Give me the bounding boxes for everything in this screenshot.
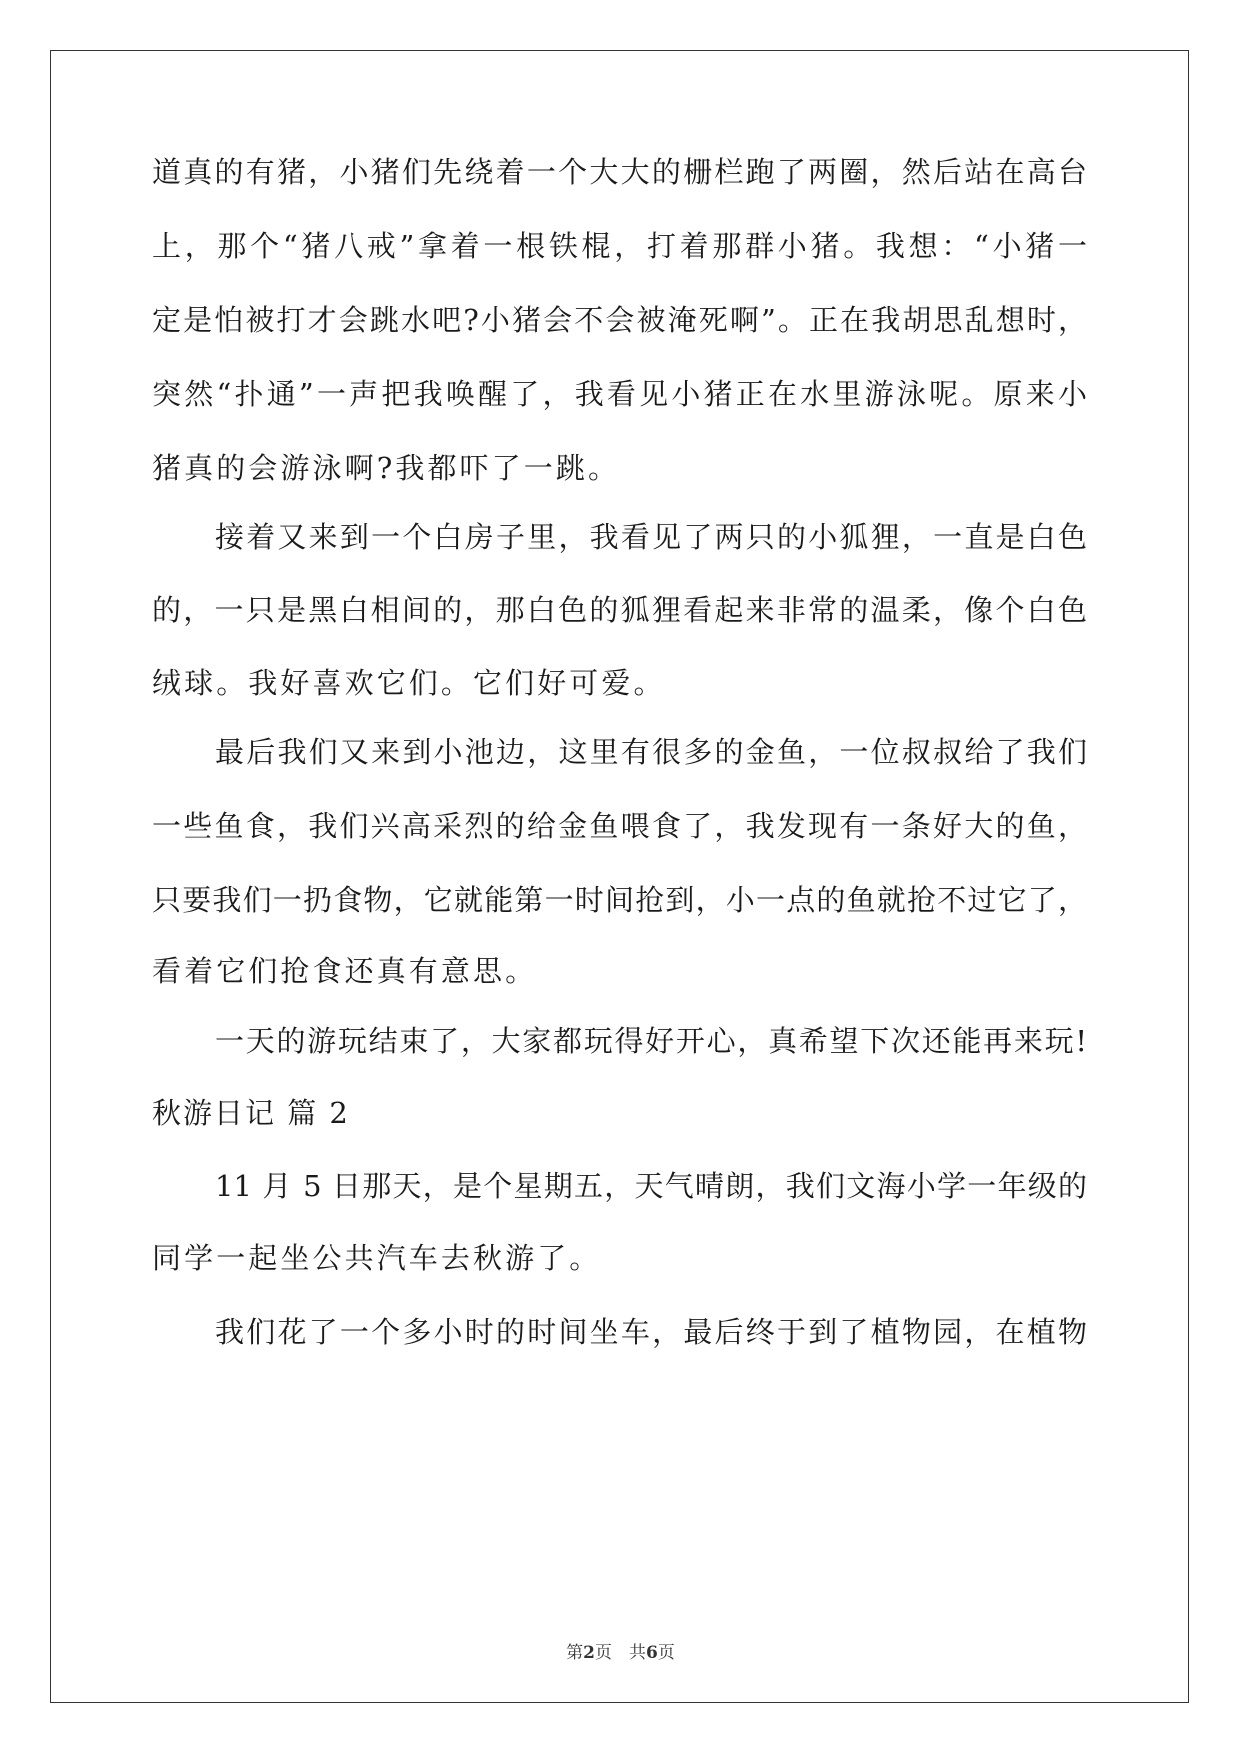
current-page-number: 2 [583,1643,595,1663]
text-line: 一些鱼食，我们兴高采烈的给金鱼喂食了，我发现有一条好大的鱼， [152,809,1087,843]
text-line: 上，那个“猪八戒”拿着一根铁棍，打着那群小猪。我想：“小猪一 [152,229,1087,263]
text-line: 猪真的会游泳啊?我都吓了一跳。 [152,451,621,485]
footer-prefix: 第 [566,1643,584,1663]
text-line: 11 月 5 日那天，是个星期五，天气晴朗，我们文海小学一年级的 [215,1169,1087,1203]
text-line: 一天的游玩结束了，大家都玩得好开心，真希望下次还能再来玩! [215,1024,1087,1058]
text-line: 道真的有猪，小猪们先绕着一个大大的栅栏跑了两圈，然后站在高台 [152,155,1087,189]
section-heading: 秋游日记 篇 2 [152,1096,350,1130]
total-page-number: 6 [646,1643,658,1663]
text-line: 我们花了一个多小时的时间坐车，最后终于到了植物园，在植物 [215,1315,1087,1349]
text-line: 绒球。我好喜欢它们。它们好可爱。 [152,666,666,700]
page-footer [0,1638,1241,1663]
footer-suffix: 页 [657,1643,675,1663]
text-line: 看着它们抢食还真有意思。 [152,954,538,988]
text-line: 的，一只是黑白相间的，那白色的狐狸看起来非常的温柔，像个白色 [152,593,1087,627]
text-line: 只要我们一扔食物，它就能第一时间抢到，小一点的鱼就抢不过它了， [152,883,1087,917]
page-border [50,50,1189,1703]
text-line: 定是怕被打才会跳水吧?小猪会不会被淹死啊”。正在我胡思乱想时， [152,303,1087,337]
footer-mid: 页 共 [595,1643,646,1663]
text-line: 最后我们又来到小池边，这里有很多的金鱼，一位叔叔给了我们 [215,735,1087,769]
text-line: 突然“扑通”一声把我唤醒了，我看见小猪正在水里游泳呢。原来小 [152,377,1087,411]
text-line: 同学一起坐公共汽车去秋游了。 [152,1241,602,1275]
text-line: 接着又来到一个白房子里，我看见了两只的小狐狸，一直是白色 [215,520,1087,554]
